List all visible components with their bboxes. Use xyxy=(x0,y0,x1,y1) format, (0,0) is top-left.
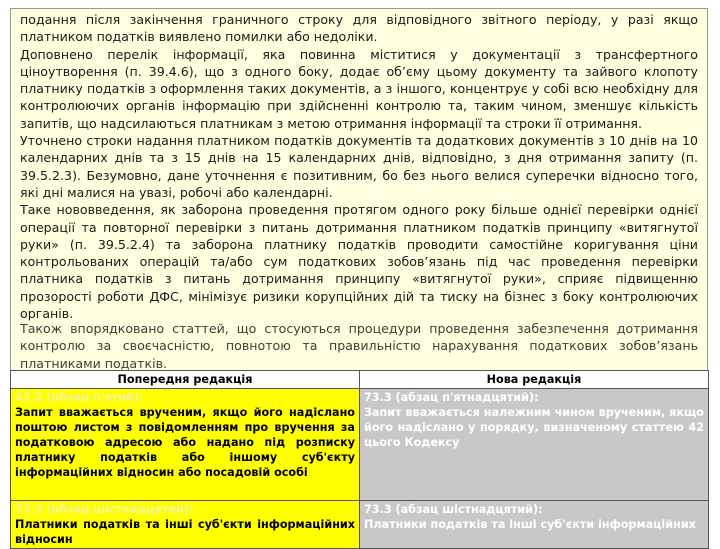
old-article-text: Платники податків та інші суб'єкти інформаційних відносин xyxy=(15,518,355,546)
old-article-ref: 73.3 (абзац шістнадцятий): xyxy=(15,503,194,516)
new-article-text: Запит вважається належним чином врученим, якщо його надіслано у порядку, визначеному статтею 42 цього Кодексу xyxy=(364,406,704,449)
new-article-text: Платники податків та інші суб'єкти інформаційних xyxy=(364,518,696,531)
column-header-old: Попередня редакція xyxy=(11,371,360,389)
paragraph: подання після закінчення граничного строку для відповідного звітного періоду, у разі якщо платником податків виявлено помилки або недоліки. xyxy=(20,12,698,45)
comparison-table xyxy=(10,370,709,549)
new-edition-cell xyxy=(360,389,709,501)
paragraph: Уточнено строки надання платником податків документів та додаткових документів з 10 днів на 10 календарних днів та з 15 днів на 15 календарних днів, відповідно, з дня отримання запиту (п. 39.5.2.3). Безумовно, дане уточнення є позитивним, бо без нього велися суперечки відносно того, які дні малися на увазі, робочі або календарні. xyxy=(20,133,698,200)
old-edition-cell xyxy=(11,501,360,549)
old-edition-cell xyxy=(11,389,360,501)
table-row xyxy=(11,501,709,549)
new-article-ref: 73.3 (абзац п'ятнадцятий): xyxy=(364,391,539,404)
paragraph: Таке нововведення, як заборона проведення протягом одного року більше однієї перевірки однієї операції та повторної перевірки з питань дотримання платником податків принципу «витягнутої руки» (п. 39.5.2.4) та заборона платнику податків проводити самостійне коригування ціни контрольованих операцій та/або сум податкових зобов’язань під час проведення перевірки платника податків з питань дотримання принципу «витягнутої руки», сприяє підвищенню прозорості роботи ДФС, мінімізує ризики корупційних дій та тиску на бізнес з боку контролюючих органів. xyxy=(20,202,698,322)
new-edition-cell xyxy=(360,501,709,549)
table-header-row xyxy=(11,371,709,389)
overlapping-paragraph: Також впорядковано статтей, що стосуються процедури проведення забезпечення дотримання контролю за своєчасністю, повнотою та правильністю нарахування податкових зобов’язань платниками податків. xyxy=(20,321,698,371)
old-article-ref: 42.2 (абзац п'ятий): xyxy=(15,391,144,404)
body-text xyxy=(20,11,698,369)
paragraph: Доповнено перелік інформації, яка повинна міститися у документації з трансфертного ціноутворення (п. 39.4.6), що з одного боку, додає об’єму цьому документу та зайвого клопоту платнику податків з оформлення таких документів, а з іншого, концентрує у собі всю необхідну для контролюючих органів інформацію при здійсненні контролю та, таким чином, зменшує кількість запитів, що надсилаються платникам з метою отримання інформації та строки її отримання. xyxy=(20,46,698,131)
table-row xyxy=(11,389,709,501)
old-article-text: Запит вважається врученим, якщо його надіслано поштою листом з повідомленням про вручення за податковою адресою або надано під розписку платнику податків або іншому суб'єкту інформаційних відносин або посадовій особі xyxy=(15,406,355,479)
column-header-new: Нова редакція xyxy=(360,371,709,389)
new-article-ref: 73.3 (абзац шістнадцятий): xyxy=(364,503,543,516)
